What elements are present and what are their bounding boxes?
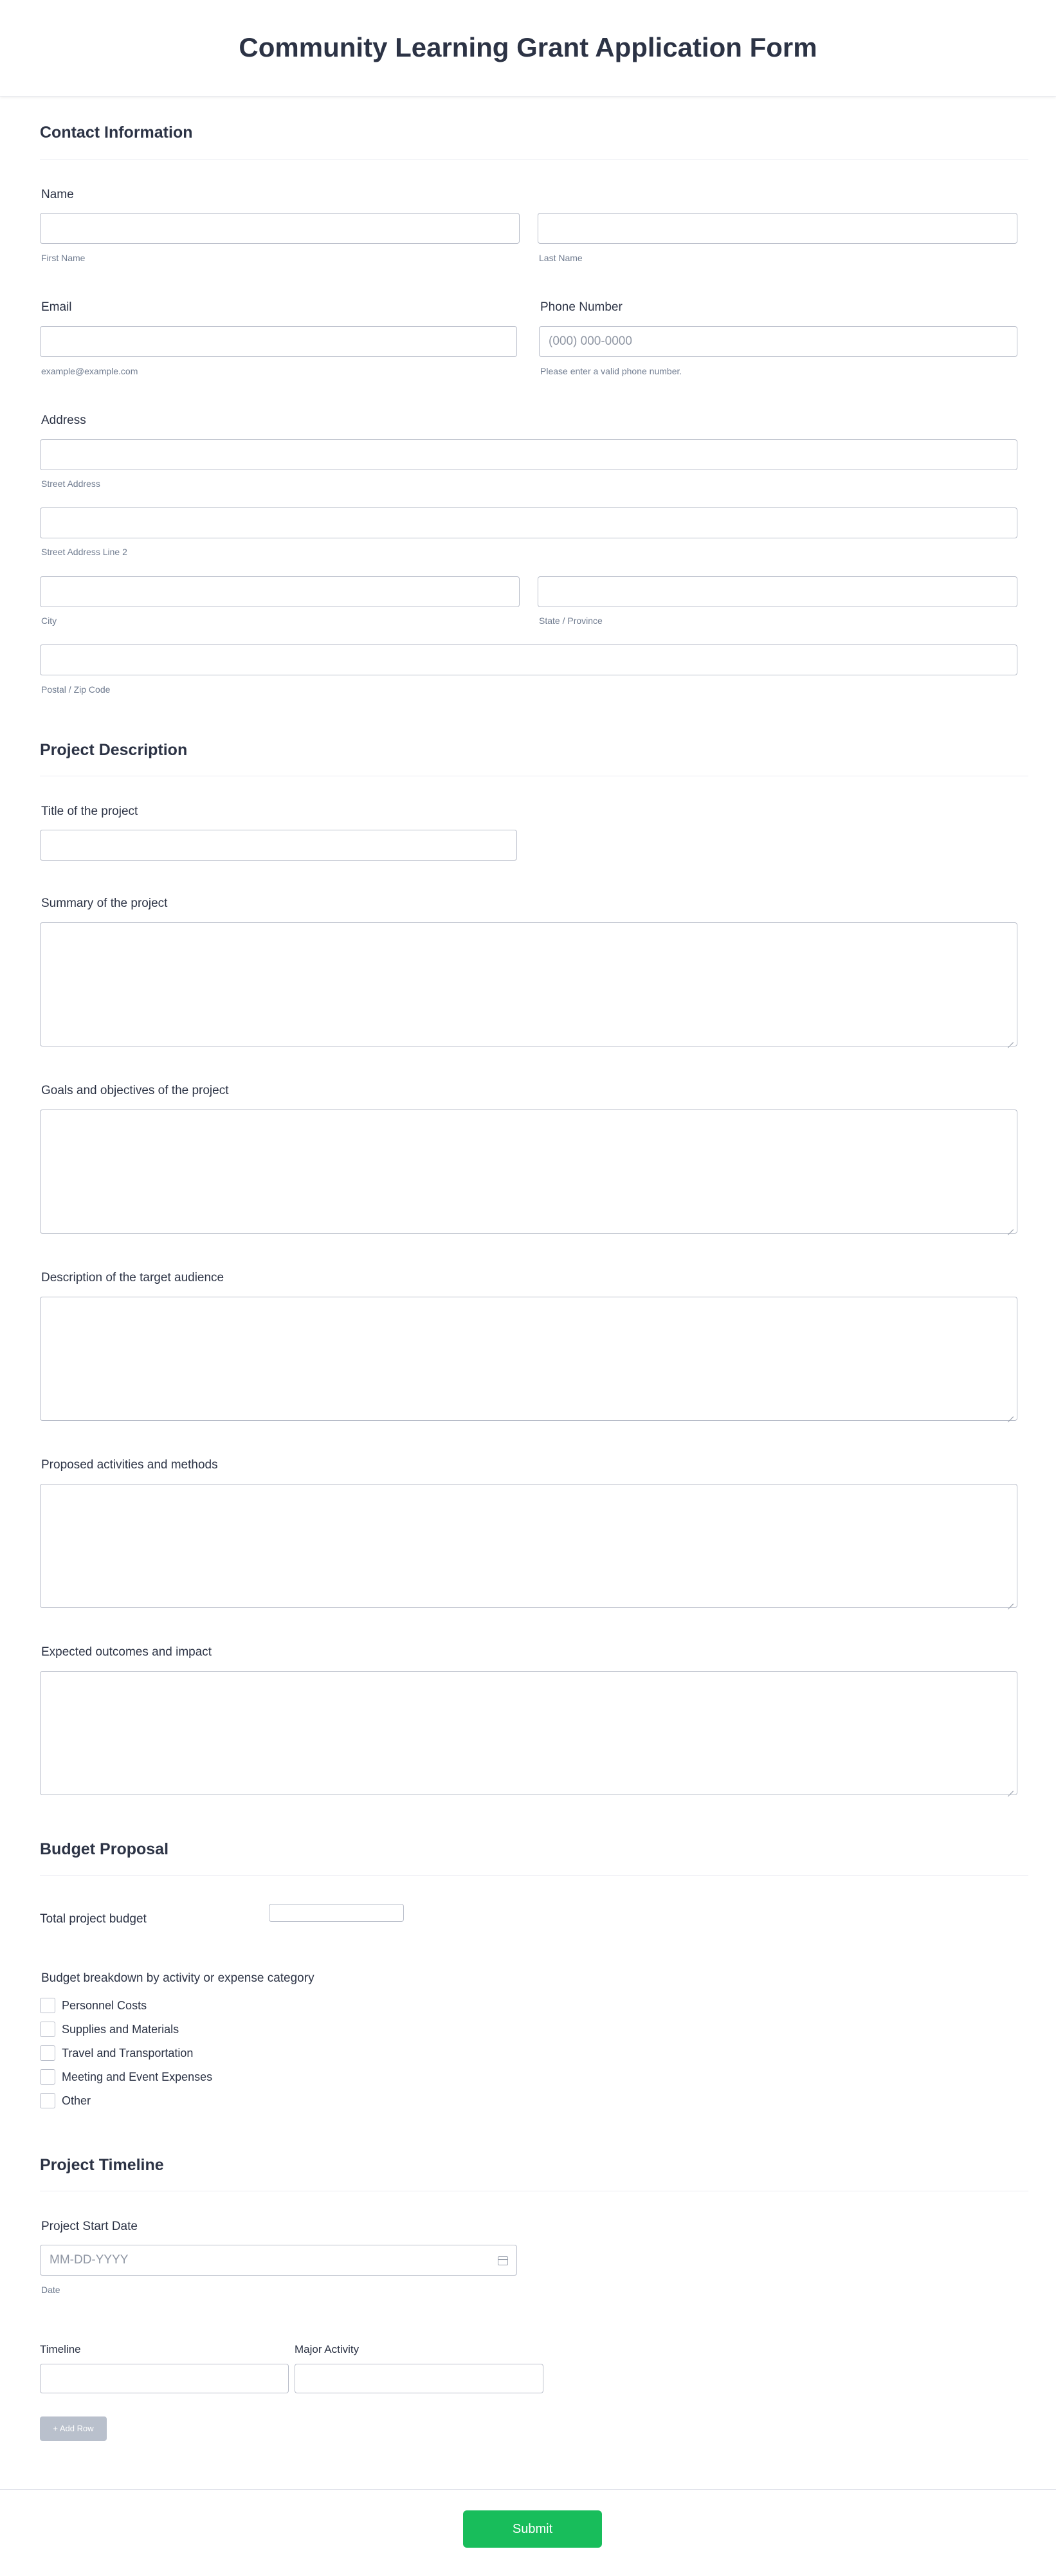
- street-address-input[interactable]: [40, 439, 1017, 470]
- project-title-input[interactable]: [40, 830, 517, 861]
- checkbox[interactable]: [40, 2045, 55, 2061]
- checkbox-label: Travel and Transportation: [62, 2046, 194, 2060]
- checkbox-option[interactable]: [40, 1996, 147, 2014]
- outcomes-label: Expected outcomes and impact: [41, 1645, 212, 1659]
- postal-code-sublabel: Postal / Zip Code: [41, 684, 111, 695]
- checkbox-option[interactable]: [40, 2044, 193, 2062]
- timeline-cell-input[interactable]: [40, 2364, 289, 2393]
- email-label: Email: [41, 300, 72, 314]
- postal-code-input[interactable]: [40, 644, 1017, 675]
- resize-handle-icon[interactable]: [1007, 1036, 1014, 1043]
- resize-handle-icon[interactable]: [1007, 1223, 1014, 1230]
- state-sublabel: State / Province: [539, 616, 603, 626]
- checkbox-option[interactable]: [40, 2020, 179, 2038]
- table-header-timeline: Timeline: [40, 2343, 81, 2355]
- checkbox-label: Personnel Costs: [62, 1998, 147, 2012]
- address-label: Address: [41, 414, 86, 427]
- checkbox-label: Supplies and Materials: [62, 2022, 179, 2036]
- email-sublabel: example@example.com: [41, 366, 138, 376]
- audience-label: Description of the target audience: [41, 1271, 224, 1284]
- start-date-input[interactable]: [40, 2245, 517, 2276]
- email-input[interactable]: [40, 326, 517, 357]
- phone-label: Phone Number: [540, 300, 623, 314]
- checkbox-option[interactable]: [40, 2092, 91, 2110]
- state-input[interactable]: [538, 576, 1017, 607]
- name-label: Name: [41, 188, 74, 201]
- city-input[interactable]: [40, 576, 520, 607]
- checkbox[interactable]: [40, 2093, 55, 2108]
- form-header: [0, 0, 1056, 96]
- add-row-button[interactable]: + Add Row: [40, 2416, 107, 2441]
- checkbox[interactable]: [40, 2022, 55, 2037]
- outcomes-textarea[interactable]: [40, 1671, 1017, 1795]
- goals-textarea[interactable]: [40, 1110, 1017, 1234]
- checkbox[interactable]: [40, 1998, 55, 2013]
- checkbox[interactable]: [40, 2069, 55, 2085]
- goals-label: Goals and objectives of the project: [41, 1084, 229, 1097]
- calendar-icon[interactable]: [498, 2256, 508, 2265]
- activities-label: Proposed activities and methods: [41, 1458, 218, 1472]
- section-divider: [40, 1875, 1028, 1876]
- last-name-input[interactable]: [538, 213, 1017, 244]
- activities-textarea[interactable]: [40, 1484, 1017, 1608]
- street-address-2-sublabel: Street Address Line 2: [41, 547, 127, 557]
- total-budget-label: Total project budget: [40, 1912, 147, 1926]
- resize-handle-icon[interactable]: [1007, 1411, 1014, 1417]
- street-address-sublabel: Street Address: [41, 479, 100, 489]
- first-name-input[interactable]: [40, 213, 520, 244]
- phone-sublabel: Please enter a valid phone number.: [540, 366, 682, 376]
- project-title-label: Title of the project: [41, 805, 138, 818]
- submit-button[interactable]: Submit: [463, 2510, 602, 2548]
- summary-textarea[interactable]: [40, 922, 1017, 1046]
- form-title: Community Learning Grant Application Form: [239, 32, 817, 62]
- budget-breakdown-label: Budget breakdown by activity or expense category: [41, 1971, 314, 1985]
- checkbox-label: Meeting and Event Expenses: [62, 2070, 213, 2083]
- checkbox-option[interactable]: [40, 2068, 212, 2086]
- section-contact-heading: Contact Information: [40, 123, 193, 142]
- street-address-2-input[interactable]: [40, 507, 1017, 538]
- last-name-sublabel: Last Name: [539, 253, 583, 263]
- resize-handle-icon[interactable]: [1007, 1785, 1014, 1791]
- first-name-sublabel: First Name: [41, 253, 86, 263]
- resize-handle-icon[interactable]: [1007, 1598, 1014, 1604]
- audience-textarea[interactable]: [40, 1297, 1017, 1421]
- major-activity-cell-input[interactable]: [295, 2364, 543, 2393]
- summary-label: Summary of the project: [41, 897, 168, 910]
- phone-input[interactable]: [539, 326, 1017, 357]
- total-budget-input[interactable]: [269, 1904, 404, 1922]
- section-divider: [40, 159, 1028, 160]
- section-project-heading: Project Description: [40, 741, 188, 759]
- city-sublabel: City: [41, 616, 57, 626]
- table-header-activity: Major Activity: [295, 2343, 360, 2355]
- section-timeline-heading: Project Timeline: [40, 2156, 164, 2174]
- start-date-label: Project Start Date: [41, 2220, 138, 2233]
- checkbox-label: Other: [62, 2094, 91, 2107]
- date-sublabel: Date: [41, 2285, 60, 2295]
- section-budget-heading: Budget Proposal: [40, 1840, 169, 1858]
